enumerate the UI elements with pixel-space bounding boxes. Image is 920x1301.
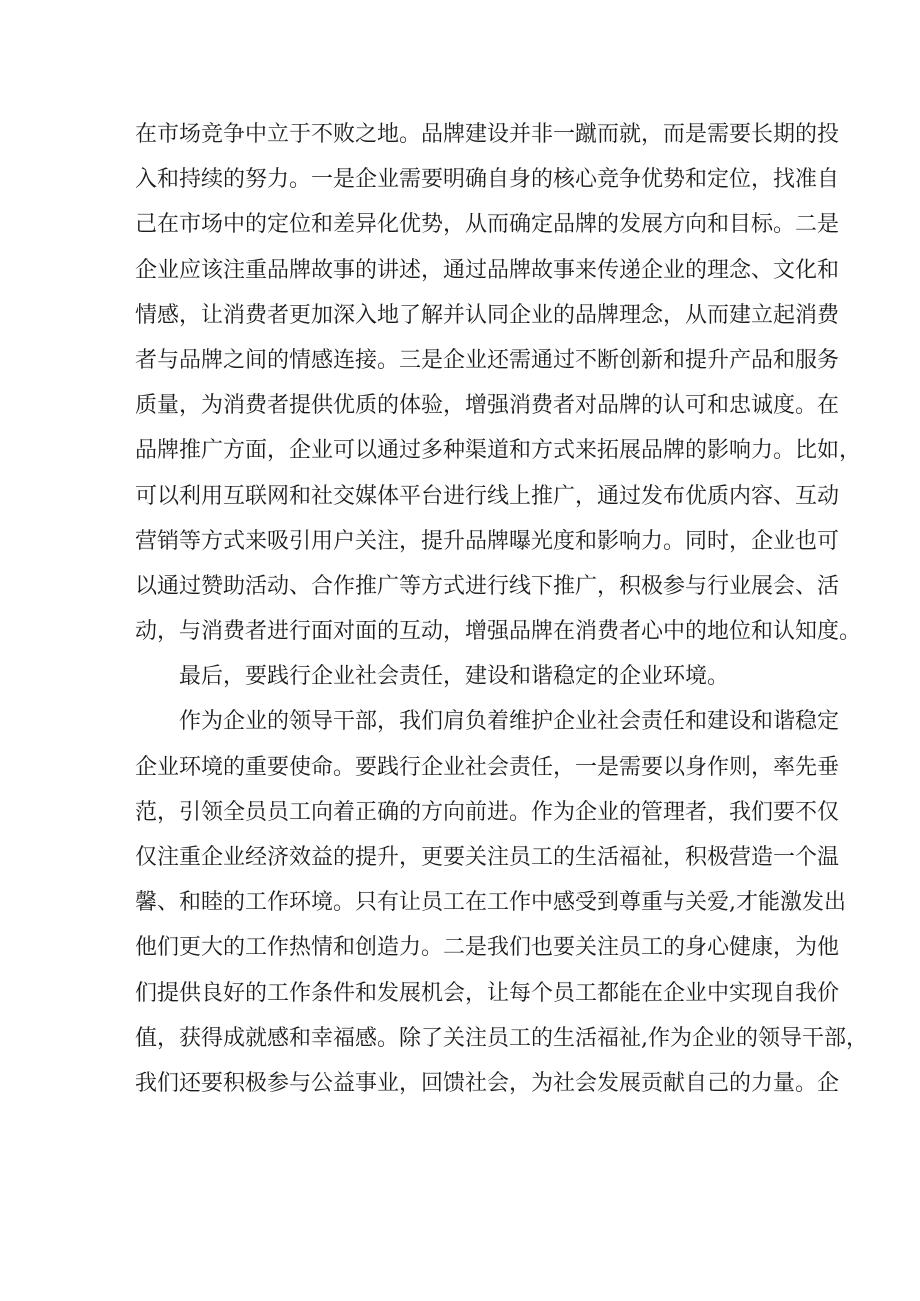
text-line: 我们还要积极参与公益事业，回馈社会，为社会发展贡献自己的力量。企 <box>135 1070 840 1096</box>
text-line: 入和持续的努力。一是企业需要明确自身的核心竞争优势和定位，找准自 <box>135 167 840 193</box>
section-heading: 最后，要践行企业社会责任，建设和谐稳定的企业环境。 <box>179 664 730 690</box>
text-line: 值，获得成就感和幸福感。除了关注员工的生活福祉,作为企业的领导干部， <box>135 1025 868 1051</box>
text-line: 企业环境的重要使命。要践行企业社会责任，一是需要以身作则，率先垂 <box>135 754 840 780</box>
text-line: 品牌推广方面，企业可以通过多种渠道和方式来拓展品牌的影响力。比如， <box>135 438 862 464</box>
document-body <box>135 112 868 1106</box>
text-line: 质量，为消费者提供优质的体验，增强消费者对品牌的认可和忠诚度。在 <box>135 393 840 419</box>
text-line: 们提供良好的工作条件和发展机会，让每个员工都能在企业中实现自我价 <box>135 980 840 1006</box>
text-line: 在市场竞争中立于不败之地。品牌建设并非一蹴而就，而是需要长期的投 <box>135 122 840 147</box>
text-line: 以通过赞助活动、合作推广等方式进行线下推广，积极参与行业展会、活 <box>135 573 840 599</box>
paragraph-first-line: 作为企业的领导干部，我们肩负着维护企业社会责任和建设和谐稳定 <box>179 709 840 735</box>
text-line: 馨、和睦的工作环境。只有让员工在工作中感受到尊重与关爱,才能激发出 <box>135 890 846 916</box>
text-line: 者与品牌之间的情感连接。三是企业还需通过不断创新和提升产品和服务 <box>135 347 840 373</box>
text-line: 仅注重企业经济效益的提升，更要关注员工的生活福祉，积极营造一个温 <box>135 845 840 870</box>
text-line: 范，引领全员员工向着正确的方向前进。作为企业的管理者，我们要不仅 <box>135 799 840 825</box>
text-line: 营销等方式来吸引用户关注，提升品牌曝光度和影响力。同时，企业也可 <box>135 528 840 554</box>
text-line: 己在市场中的定位和差异化优势，从而确定品牌的发展方向和目标。二是 <box>135 212 840 238</box>
text-line: 情感，让消费者更加深入地了解并认同企业的品牌理念，从而建立起消费 <box>135 302 840 328</box>
text-line: 他们更大的工作热情和创造力。二是我们也要关注员工的身心健康，为他 <box>135 935 840 961</box>
text-line: 企业应该注重品牌故事的讲述，通过品牌故事来传递企业的理念、文化和 <box>135 257 840 283</box>
text-line: 动，与消费者进行面对面的互动，增强品牌在消费者心中的地位和认知度。 <box>135 619 862 645</box>
text-line: 可以利用互联网和社交媒体平台进行线上推广，通过发布优质内容、互动 <box>135 483 840 509</box>
